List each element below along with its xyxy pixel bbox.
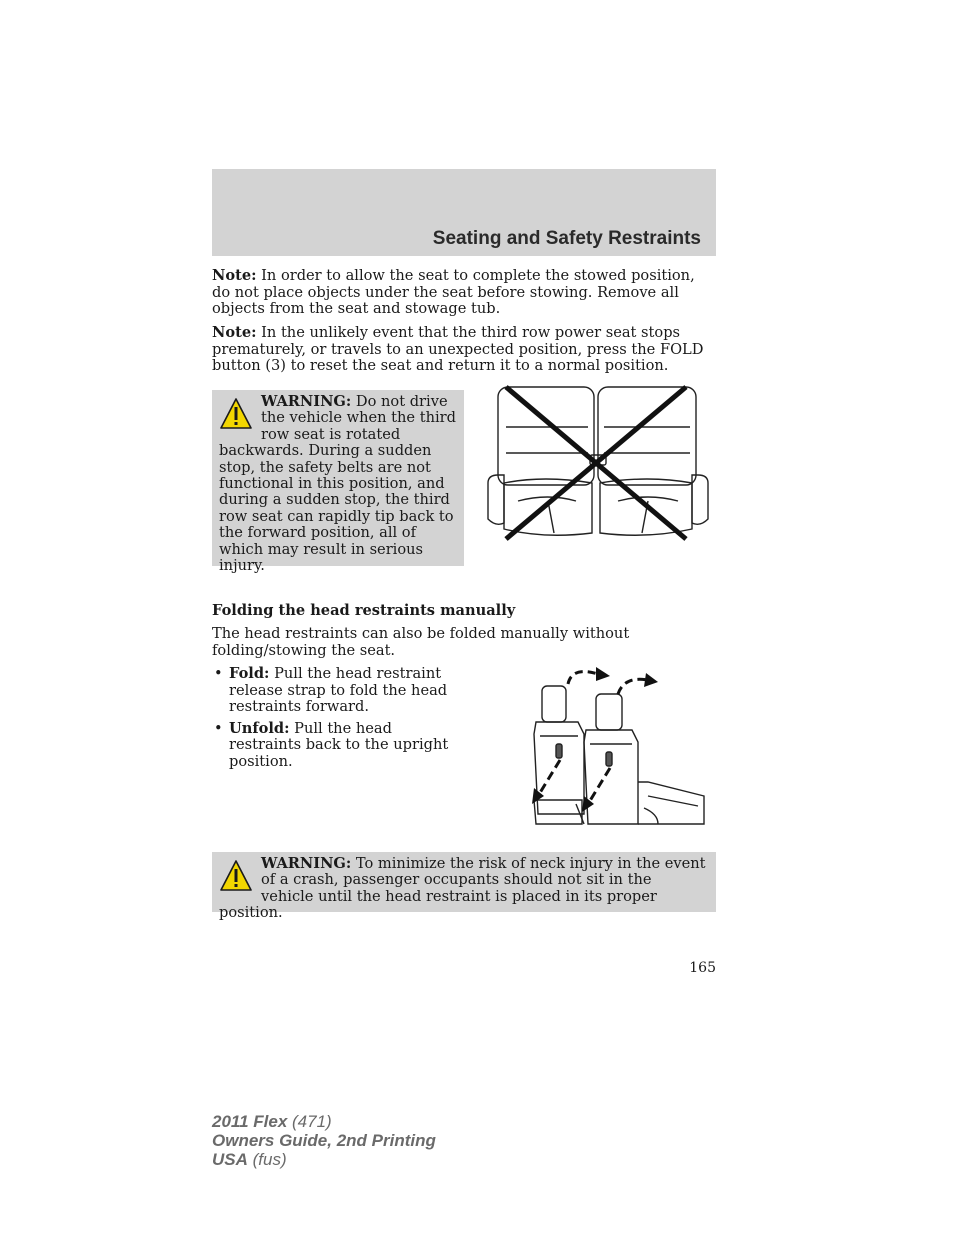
bullet-label: Fold: xyxy=(229,665,270,682)
warning-box-rotated-seat xyxy=(212,390,464,575)
section-title: Seating and Safety Restraints xyxy=(432,228,701,249)
bullet-text: Pull the head restraint release strap to fold the head restraints forward. xyxy=(229,665,448,716)
subheading-folding-head-restraints: Folding the head restraints manually xyxy=(212,602,516,619)
page-number: 165 xyxy=(689,960,716,976)
note-text: In order to allow the seat to complete the stowed position, do not place objects under the seat before stowing. Remove all objects from the seat and stowage tub. xyxy=(212,267,695,318)
warning-box-head-restraint xyxy=(212,852,716,922)
footer-model-code: (471) xyxy=(287,1112,332,1131)
warning-text: To minimize the risk of neck injury in the event of a crash, passenger occupants should not sit in the vehicle until the head restraint is placed in its proper position. xyxy=(219,855,706,922)
footer-line-model xyxy=(212,1112,436,1131)
list-item-fold: • Fold: Pull the head restraint release strap to fold the head restraints forward. xyxy=(214,665,448,716)
warning-triangle-icon xyxy=(219,859,253,893)
note-stowing xyxy=(212,268,716,318)
footer-line-region xyxy=(212,1150,436,1169)
warning-text: Do not drive the vehicle when the third row seat is rotated backwards. During a sudden stop, the safety belts are not functional in this position, and during a sudden stop, the third row seat can rapidly tip back to the forward position, all of which may result in serious injury. xyxy=(219,393,456,575)
list-item-unfold: • Unfold: Pull the head restraints back to the upright position. xyxy=(214,719,449,770)
bullet-text: Pull the head restraints back to the upright position. xyxy=(229,719,449,770)
footer-region: USA xyxy=(212,1150,248,1169)
footer-model: 2011 Flex xyxy=(212,1112,288,1131)
head-restraint-fold-illustration xyxy=(528,664,710,834)
bullet-label: Unfold: xyxy=(229,719,290,737)
warning-label: WARNING: xyxy=(261,393,352,410)
note-text: In the unlikely event that the third row power seat stops prematurely, or travels to an unexpected position, press the FOLD button (3) to reset the seat and return it to a normal position. xyxy=(212,324,704,375)
note-label: Note: xyxy=(212,267,257,284)
footer-region-code: (fus) xyxy=(247,1150,287,1169)
section-header-band xyxy=(212,169,716,256)
intro-paragraph: The head restraints can also be folded manually without folding/stowing the seat. xyxy=(212,625,630,659)
document-footer xyxy=(212,1112,436,1169)
warning-triangle-icon xyxy=(219,397,253,431)
footer-line-guide xyxy=(212,1131,436,1150)
note-label: Note: xyxy=(212,324,257,341)
fold-unfold-list xyxy=(212,666,462,776)
warning-label: WARNING: xyxy=(261,855,352,872)
rotated-seat-crossed-out-illustration xyxy=(484,383,712,543)
footer-guide: Owners Guide, 2nd Printing xyxy=(212,1131,436,1150)
note-fold-reset xyxy=(212,325,716,375)
